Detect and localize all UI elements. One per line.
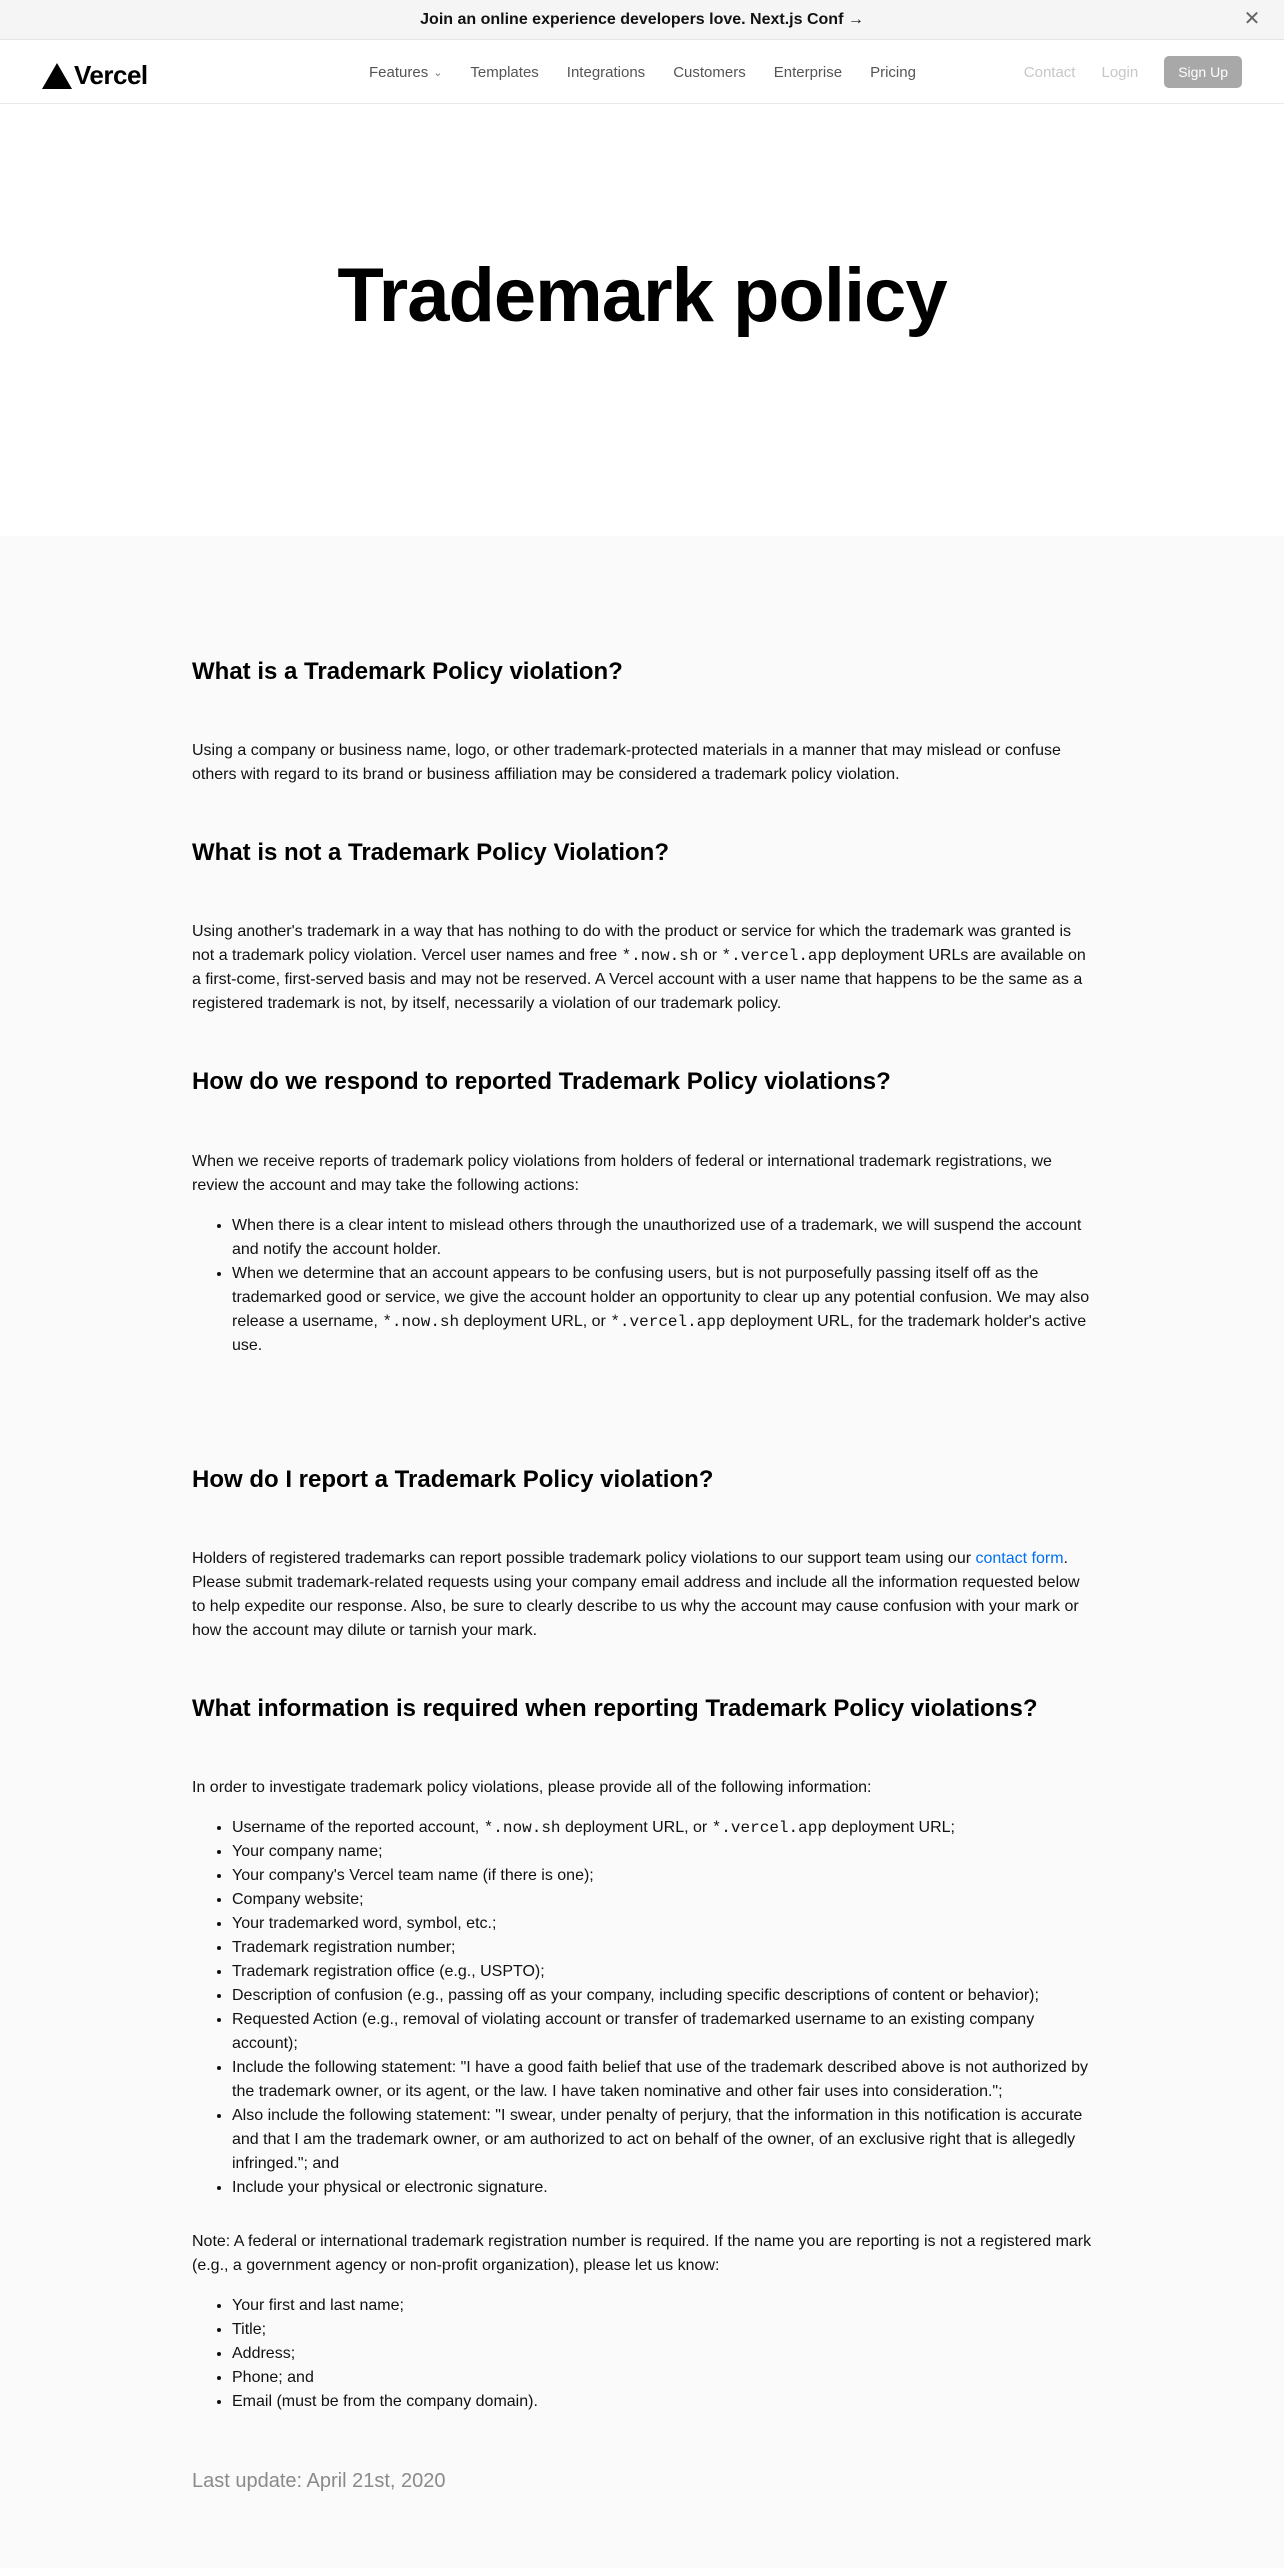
section-paragraph: Holders of registered trademarks can report possible trademark policy violations to our support team using our contact form. Please submit trademark-related requests using your company email address and include all the information requested below to help expedite our response. Also, be sure to clearly describe to us why the account may cause confusion with your mark or how the account may dilute or tarnish your mark. <box>192 1549 1080 1639</box>
list-item: • Phone; and <box>232 2366 1092 2390</box>
close-icon[interactable]: ✕ <box>1243 8 1261 30</box>
section-paragraph: When we receive reports of trademark policy violations from holders of federal or international trademark registrations, we review the account and may take the following actions: <box>192 1152 1052 1194</box>
contact-form-link[interactable]: contact form <box>975 1549 1064 1567</box>
list-item: • When there is a clear intent to mislead others through the unauthorized use of a trademark, we will suspend the account and notify the account holder. <box>232 1214 1092 1262</box>
list-item: • Company website; <box>232 1888 1092 1912</box>
list-item: • Include the following statement: "I have a good faith belief that use of the trademark described above is not authorized by the trademark owner, or its agent, or the law. I have taken nominative and other fair uses into consideration."; <box>232 2056 1092 2104</box>
triangle-logo-icon <box>42 63 72 89</box>
section-heading: How do we respond to reported Trademark Policy violations? <box>192 1068 891 1096</box>
section-paragraph: In order to investigate trademark policy violations, please provide all of the following information: <box>192 1778 872 1796</box>
contact-link[interactable]: Contact <box>1023 63 1076 81</box>
section-heading: What is not a Trademark Policy Violation? <box>192 839 669 867</box>
list-item: • Email (must be from the company domain). <box>232 2390 1092 2414</box>
top-nav <box>0 40 1284 104</box>
list-item: • Your first and last name; <box>232 2294 1092 2318</box>
section-paragraph: Using a company or business name, logo, or other trademark-protected materials in a manner that may mislead or confuse others with regard to its brand or business affiliation may be considered a trademark policy violation. <box>192 742 1061 784</box>
banner-text[interactable]: Join an online experience developers love. Next.js Conf → <box>420 10 864 28</box>
announcement-banner[interactable] <box>0 0 1284 40</box>
hero <box>0 104 1284 536</box>
nav-actions <box>1024 40 1242 104</box>
section-paragraph: Using another's trademark in a way that has nothing to do with the product or service for which the trademark was granted is not a trademark policy violation. Vercel user names and free *.now.sh or *.vercel.app deployment URLs are available on a first-come, first-served basis and may not be reserved. A Vercel account with a user name that happens to be the same as a registered trademark is not, by itself, necessarily a violation of our trademark policy. <box>192 923 1086 1013</box>
logo-text: Vercel <box>74 60 148 90</box>
list-item: • Your company's Vercel team name (if there is one); <box>232 1864 1092 1888</box>
vercel-logo[interactable] <box>42 60 148 91</box>
login-link[interactable]: Login <box>1101 63 1139 81</box>
note-paragraph: Note: A federal or international trademark registration number is required. If the name you are reporting is not a registered mark (e.g., a government agency or non-profit organization), please let us know: <box>192 2232 1092 2274</box>
list-item: • Trademark registration office (e.g., USPTO); <box>232 1960 1092 1984</box>
required-info-list <box>232 1816 1092 2200</box>
note-list <box>232 2294 1092 2414</box>
list-item: • Trademark registration number; <box>232 1936 1092 1960</box>
nav-link-pricing[interactable]: Pricing <box>870 63 916 81</box>
signup-button[interactable]: Sign Up <box>1164 56 1242 88</box>
nav-links <box>369 40 944 104</box>
code-vercel-app: *.vercel.app <box>721 947 837 966</box>
nav-link-templates[interactable]: Templates <box>470 63 539 81</box>
nav-link-customers[interactable]: Customers <box>673 63 746 81</box>
list-item: • Include your physical or electronic signature. <box>232 2176 1092 2200</box>
code-now-sh: *.now.sh <box>621 947 699 966</box>
last-update: Last update: April 21st, 2020 <box>192 2469 446 2492</box>
actions-list <box>232 1214 1092 1358</box>
list-item: • Requested Action (e.g., removal of violating account or transfer of trademarked username to an existing company account); <box>232 2008 1092 2056</box>
list-item: • Address; <box>232 2342 1092 2366</box>
nav-link-integrations[interactable]: Integrations <box>566 63 646 81</box>
section-heading: What information is required when reporting Trademark Policy violations? <box>192 1694 1038 1722</box>
list-item: • Username of the reported account, *.now.sh deployment URL, or *.vercel.app deployment URL; <box>232 1816 1092 1840</box>
list-item: • Your trademarked word, symbol, etc.; <box>232 1912 1092 1936</box>
policy-content <box>192 536 1092 2493</box>
nav-link-features[interactable]: Features ⌄ <box>369 63 443 81</box>
list-item: • Title; <box>232 2318 1092 2342</box>
list-item: • Also include the following statement: "I swear, under penalty of perjury, that the information in this notification is accurate and that I am the trademark owner, or am authorized to act on behalf of the owner, of an exclusive right that is allegedly infringed."; and <box>232 2104 1092 2176</box>
list-item: • Your company name; <box>232 1840 1092 1864</box>
section-heading: What is a Trademark Policy violation? <box>192 658 623 685</box>
nav-link-enterprise[interactable]: Enterprise <box>773 63 843 81</box>
chevron-down-icon: ⌄ <box>433 66 443 79</box>
section-heading: How do I report a Trademark Policy violation? <box>192 1465 714 1493</box>
list-item: • Description of confusion (e.g., passing off as your company, including specific descriptions of content or behavior); <box>232 1984 1092 2008</box>
list-item: • When we determine that an account appears to be confusing users, but is not purposefully passing itself off as the trademarked good or service, we give the account holder an opportunity to clear up any potential confusion. We may also release a username, *.now.sh deployment URL, or *.vercel.app deployment URL, for the trademark holder's active use. <box>232 1262 1092 1358</box>
page-title: Trademark policy <box>337 252 947 338</box>
